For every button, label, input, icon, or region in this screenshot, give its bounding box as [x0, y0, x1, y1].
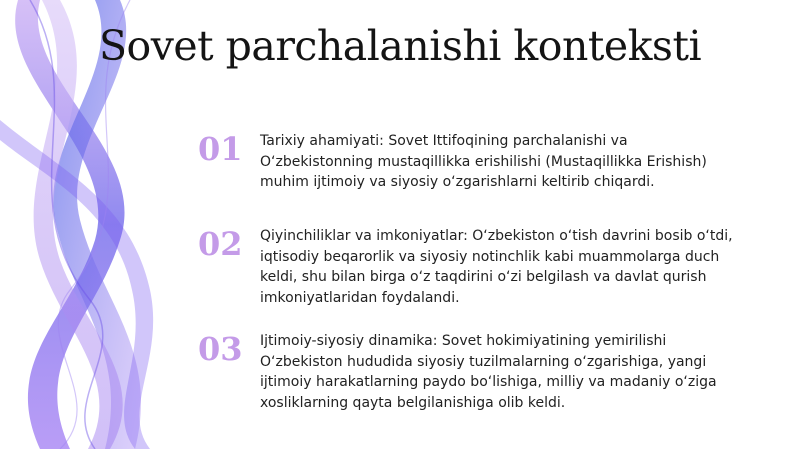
- item-text: Tarixiy ahamiyati: Sovet Ittifoqining parchalanishi va O‘zbekistonning mustaqillikka erishilishi (Mustaqillikka Erishish) muhim ijtimoiy va siyosiy o‘zgarishlarni keltirib chiqardi.: [260, 133, 707, 190]
- item-text: Qiyinchiliklar va imkoniyatlar: O‘zbekiston o‘tish davrini bosib o‘tdi, iqtisodiy beqarorlik va siyosiy notinchlik kabi muammolarga duch keldi, shu bilan birga o‘z taqdirini o‘zi belgilash va davlat qurish imkoniyatlaridan foydalandi.: [260, 228, 733, 306]
- item-number: 01: [198, 130, 243, 168]
- item-text: Ijtimoiy-siyosiy dinamika: Sovet hokimiyatining yemirilishi O‘zbekiston hududida siyosiy tuzilmalarning o‘zgarishiga, yangi ijtimoiy harakatlarning paydo bo‘lishiga, milliy va madaniy o‘ziga xosliklarning qayta belgilanishiga olib keldi.: [260, 333, 717, 411]
- slide-title: Sovet parchalanishi konteksti: [98, 22, 702, 70]
- item-number: 02: [198, 225, 243, 263]
- item-number: 03: [198, 330, 243, 368]
